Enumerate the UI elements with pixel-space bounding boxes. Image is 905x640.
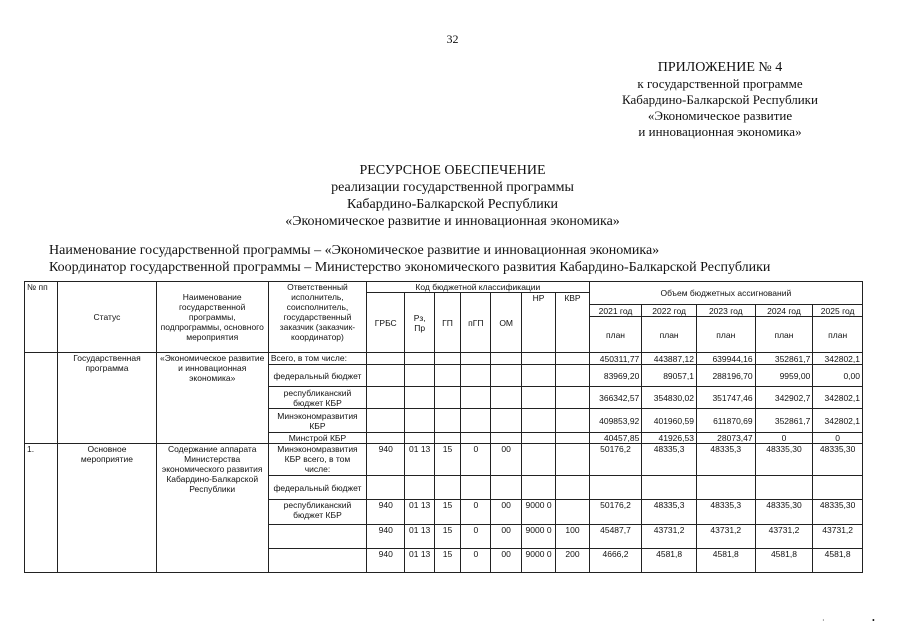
value-cell: 450311,77 xyxy=(589,353,642,365)
header-plan: план xyxy=(589,317,642,353)
header-grbs: ГРБС xyxy=(367,293,405,353)
state-program-status: Государственная программа xyxy=(58,353,156,444)
code-cell xyxy=(556,500,589,525)
document-title xyxy=(0,162,905,230)
value-cell: 50176,2 xyxy=(589,444,642,476)
code-cell: 00 xyxy=(491,549,521,573)
value-cell: 41926,53 xyxy=(642,433,697,444)
value-cell: 43731,2 xyxy=(813,525,863,549)
value-cell: 4581,8 xyxy=(696,549,755,573)
header-name: Наименование государственной программы, подпрограммы, основного мероприятия xyxy=(156,282,268,353)
code-cell: 0 xyxy=(461,549,491,573)
appendix-line-2: Кабардино-Балкарской Республики xyxy=(622,92,818,107)
state-program-name: «Экономическое развитие и инновационная экономика» xyxy=(156,353,268,444)
value-cell: 288196,70 xyxy=(696,365,755,387)
value-cell: 48335,3 xyxy=(642,444,697,476)
row-responsible: республиканский бюджет КБР xyxy=(268,387,366,409)
header-budget-code: Код бюджетной классификации xyxy=(367,282,590,293)
page-number: 32 xyxy=(446,32,459,46)
header-year: 2021 год xyxy=(589,305,642,317)
row-responsible: федеральный бюджет xyxy=(268,476,366,500)
header-rzpr: Рз, Пр xyxy=(405,293,434,353)
value-cell: 28073,47 xyxy=(696,433,755,444)
scan-artifact-dot: · xyxy=(822,616,825,625)
resource-table xyxy=(24,281,863,573)
value-cell: 48335,30 xyxy=(755,444,813,476)
value-cell: 352861,7 xyxy=(755,409,813,433)
main-event-num: 1. xyxy=(25,444,58,573)
value-cell: 50176,2 xyxy=(589,500,642,525)
value-cell: 4581,8 xyxy=(642,549,697,573)
program-name: Наименование государственной программы – «Экономическое развитие и инновационная экономика» xyxy=(49,243,660,258)
header-gp: ГП xyxy=(434,293,460,353)
code-cell: 940 xyxy=(367,525,405,549)
scan-artifact-dot: • xyxy=(872,616,875,625)
code-cell: 0 xyxy=(461,444,491,476)
appendix-header xyxy=(560,60,880,140)
value-cell: 352861,7 xyxy=(755,353,813,365)
title-main: РЕСУРСНОЕ ОБЕСПЕЧЕНИЕ xyxy=(359,163,546,178)
code-cell xyxy=(556,444,589,476)
code-cell: 00 xyxy=(491,525,521,549)
header-year: 2025 год xyxy=(813,305,863,317)
code-cell: 15 xyxy=(434,525,460,549)
value-cell: 639944,16 xyxy=(696,353,755,365)
appendix-line-3: «Экономическое развитие xyxy=(647,108,793,123)
header-np: НР xyxy=(521,293,555,353)
header-year: 2023 год xyxy=(696,305,755,317)
value-cell: 366342,57 xyxy=(589,387,642,409)
code-cell: 01 13 xyxy=(405,444,434,476)
value-cell: 0 xyxy=(755,433,813,444)
value-cell: 342902,7 xyxy=(755,387,813,409)
code-cell: 940 xyxy=(367,549,405,573)
value-cell: 401960,59 xyxy=(642,409,697,433)
value-cell: 611870,69 xyxy=(696,409,755,433)
main-event-name: Содержание аппарата Министерства экономического развития Кабардино-Балкарской Республики xyxy=(156,444,268,573)
value-cell: 89057,1 xyxy=(642,365,697,387)
header-responsible: Ответственный исполнитель, соисполнитель, государственный заказчик (заказчик-координатор) xyxy=(268,282,366,353)
appendix-title: ПРИЛОЖЕНИЕ № 4 xyxy=(657,60,783,75)
title-line-3: «Экономическое развитие и инновационная экономика» xyxy=(285,214,620,229)
row-responsible xyxy=(268,525,366,549)
code-cell: 00 xyxy=(491,500,521,525)
header-pgp: пГП xyxy=(461,293,491,353)
value-cell: 48335,3 xyxy=(642,500,697,525)
value-cell: 342802,1 xyxy=(813,409,863,433)
program-info xyxy=(49,242,770,276)
header-year: 2022 год xyxy=(642,305,697,317)
code-cell: 15 xyxy=(434,444,460,476)
value-cell: 48335,30 xyxy=(813,500,863,525)
value-cell: 4666,2 xyxy=(589,549,642,573)
title-line-1: реализации государственной программы xyxy=(331,180,574,195)
value-cell: 9959,00 xyxy=(755,365,813,387)
row-responsible xyxy=(268,549,366,573)
code-cell: 940 xyxy=(367,444,405,476)
code-cell: 15 xyxy=(434,549,460,573)
code-cell: 15 xyxy=(434,500,460,525)
value-cell: 48335,3 xyxy=(696,500,755,525)
header-plan: план xyxy=(642,317,697,353)
value-cell: 409853,92 xyxy=(589,409,642,433)
table-row xyxy=(25,444,863,476)
row-responsible: федеральный бюджет xyxy=(268,365,366,387)
value-cell: 354830,02 xyxy=(642,387,697,409)
value-cell: 4581,8 xyxy=(813,549,863,573)
value-cell: 43731,2 xyxy=(642,525,697,549)
value-cell: 0,00 xyxy=(813,365,863,387)
code-cell: 01 13 xyxy=(405,525,434,549)
value-cell: 40457,85 xyxy=(589,433,642,444)
value-cell: 4581,8 xyxy=(755,549,813,573)
code-cell: 9000 0 xyxy=(521,549,555,573)
table-row xyxy=(25,353,863,365)
value-cell: 342802,1 xyxy=(813,353,863,365)
header-plan: план xyxy=(696,317,755,353)
program-coordinator: Координатор государственной программы – Министерство экономического развития Кабардино-Балкарской Республики xyxy=(49,260,771,275)
value-cell: 342802,1 xyxy=(813,387,863,409)
header-plan: план xyxy=(813,317,863,353)
code-cell: 200 xyxy=(556,549,589,573)
header-year: 2024 год xyxy=(755,305,813,317)
value-cell: 351747,46 xyxy=(696,387,755,409)
value-cell: 45487,7 xyxy=(589,525,642,549)
value-cell: 48335,3 xyxy=(696,444,755,476)
main-event-status: Основное мероприятие xyxy=(58,444,156,573)
header-om: ОМ xyxy=(491,293,521,353)
row-responsible: республиканский бюджет КБР xyxy=(268,500,366,525)
header-kvr: КВР xyxy=(556,293,589,353)
code-cell: 940 xyxy=(367,500,405,525)
header-num: № пп xyxy=(25,282,58,353)
code-cell: 01 13 xyxy=(405,500,434,525)
row-responsible: Минэкономразвития КБР всего, в том числе: xyxy=(268,444,366,476)
code-cell: 9000 0 xyxy=(521,500,555,525)
code-cell: 0 xyxy=(461,525,491,549)
row-responsible: Минэкономразвития КБР xyxy=(268,409,366,433)
header-plan: план xyxy=(755,317,813,353)
value-cell: 48335,30 xyxy=(755,500,813,525)
title-line-2: Кабардино-Балкарской Республики xyxy=(347,197,558,212)
code-cell: 100 xyxy=(556,525,589,549)
value-cell: 83969,20 xyxy=(589,365,642,387)
code-cell: 01 13 xyxy=(405,549,434,573)
code-cell: 9000 0 xyxy=(521,525,555,549)
code-cell xyxy=(521,444,555,476)
code-cell: 00 xyxy=(491,444,521,476)
value-cell: 48335,30 xyxy=(813,444,863,476)
header-volume: Объем бюджетных ассигнований xyxy=(589,282,862,305)
value-cell: 43731,2 xyxy=(755,525,813,549)
value-cell: 443887,12 xyxy=(642,353,697,365)
row-responsible: Всего, в том числе: xyxy=(268,353,366,365)
appendix-line-1: к государственной программе xyxy=(637,76,803,91)
header-status: Статус xyxy=(58,282,156,353)
code-cell: 0 xyxy=(461,500,491,525)
value-cell: 43731,2 xyxy=(696,525,755,549)
row-responsible: Минстрой КБР xyxy=(268,433,366,444)
appendix-line-4: и инновационная экономика» xyxy=(638,124,802,139)
value-cell: 0 xyxy=(813,433,863,444)
